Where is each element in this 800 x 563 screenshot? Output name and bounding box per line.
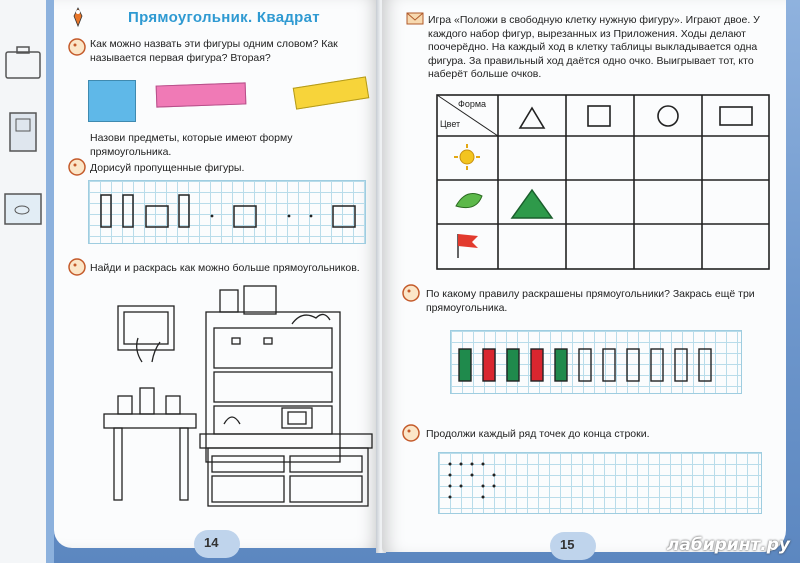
sequence-rect[interactable] bbox=[483, 349, 495, 381]
page-number: 14 bbox=[204, 535, 219, 550]
paintbrush-icon bbox=[68, 6, 88, 28]
sequence-rect[interactable] bbox=[531, 349, 543, 381]
palette-icon bbox=[402, 284, 420, 302]
palette-icon bbox=[68, 38, 86, 56]
sequence-rect[interactable] bbox=[699, 349, 711, 381]
task2-text: Назови предметы, которые имеют форму прямоугольника. bbox=[90, 132, 293, 158]
sequence-rect[interactable] bbox=[459, 349, 471, 381]
palette-icon bbox=[402, 424, 420, 442]
table-header-color: Цвет bbox=[440, 119, 461, 129]
palette-icon bbox=[68, 158, 86, 176]
shape-sequence bbox=[89, 181, 365, 243]
envelope-icon bbox=[406, 10, 424, 26]
game-instructions: Игра «Положи в свободную клетку нужную фигуру». Играют двое. У каждого набор фигур, вырезанных из Приложения. Ходы делают поочерёдно. На каждый ход в клетку таблицы выкладывается одна фигура. За правильный ход даётся одно очко. Выигрывает тот, кто наберёт больше очков. bbox=[428, 14, 760, 80]
dots-grid[interactable] bbox=[438, 452, 762, 514]
rect-sequence bbox=[451, 331, 741, 393]
sequence-rect[interactable] bbox=[507, 349, 519, 381]
palette-icon bbox=[68, 258, 86, 276]
page-title: Прямоугольник. Квадрат bbox=[128, 9, 320, 26]
table-header-shape: Форма bbox=[458, 99, 487, 109]
task3-text: Дорисуй пропущенные фигуры. bbox=[90, 162, 245, 174]
rect-sequence-grid[interactable] bbox=[450, 330, 742, 394]
draw-grid[interactable] bbox=[88, 180, 366, 244]
blue-square bbox=[88, 80, 136, 122]
aquarium-icon bbox=[2, 188, 44, 232]
dots-task-text: Продолжи каждый ряд точек до конца строки. bbox=[426, 428, 650, 440]
watermark: лабиринт.ру bbox=[666, 535, 790, 555]
sequence-rect[interactable] bbox=[603, 349, 615, 381]
rule-task-text: По какому правилу раскрашены прямоугольники? Закрась ещё три прямоугольника. bbox=[426, 288, 755, 314]
sequence-rect[interactable] bbox=[579, 349, 591, 381]
pink-rectangle bbox=[156, 82, 247, 107]
task4-text: Найди и раскрась как можно больше прямоугольников. bbox=[90, 262, 360, 274]
suitcase-icon bbox=[4, 44, 42, 84]
right-page bbox=[382, 0, 786, 552]
left-page bbox=[54, 0, 380, 548]
game-table[interactable] bbox=[436, 94, 770, 270]
dot-rows bbox=[439, 453, 761, 513]
room-illustration[interactable] bbox=[84, 282, 374, 510]
task1-text: Как можно назвать эти фигуры одним словом? Как называется первая фигура? Вторая? bbox=[90, 38, 338, 64]
left-margin bbox=[0, 0, 54, 563]
sequence-rect[interactable] bbox=[651, 349, 663, 381]
page-number: 15 bbox=[560, 537, 575, 552]
sequence-rect[interactable] bbox=[555, 349, 567, 381]
sequence-rect[interactable] bbox=[627, 349, 639, 381]
sequence-rect[interactable] bbox=[675, 349, 687, 381]
yellow-rectangle bbox=[293, 76, 370, 109]
book-icon bbox=[6, 110, 42, 158]
